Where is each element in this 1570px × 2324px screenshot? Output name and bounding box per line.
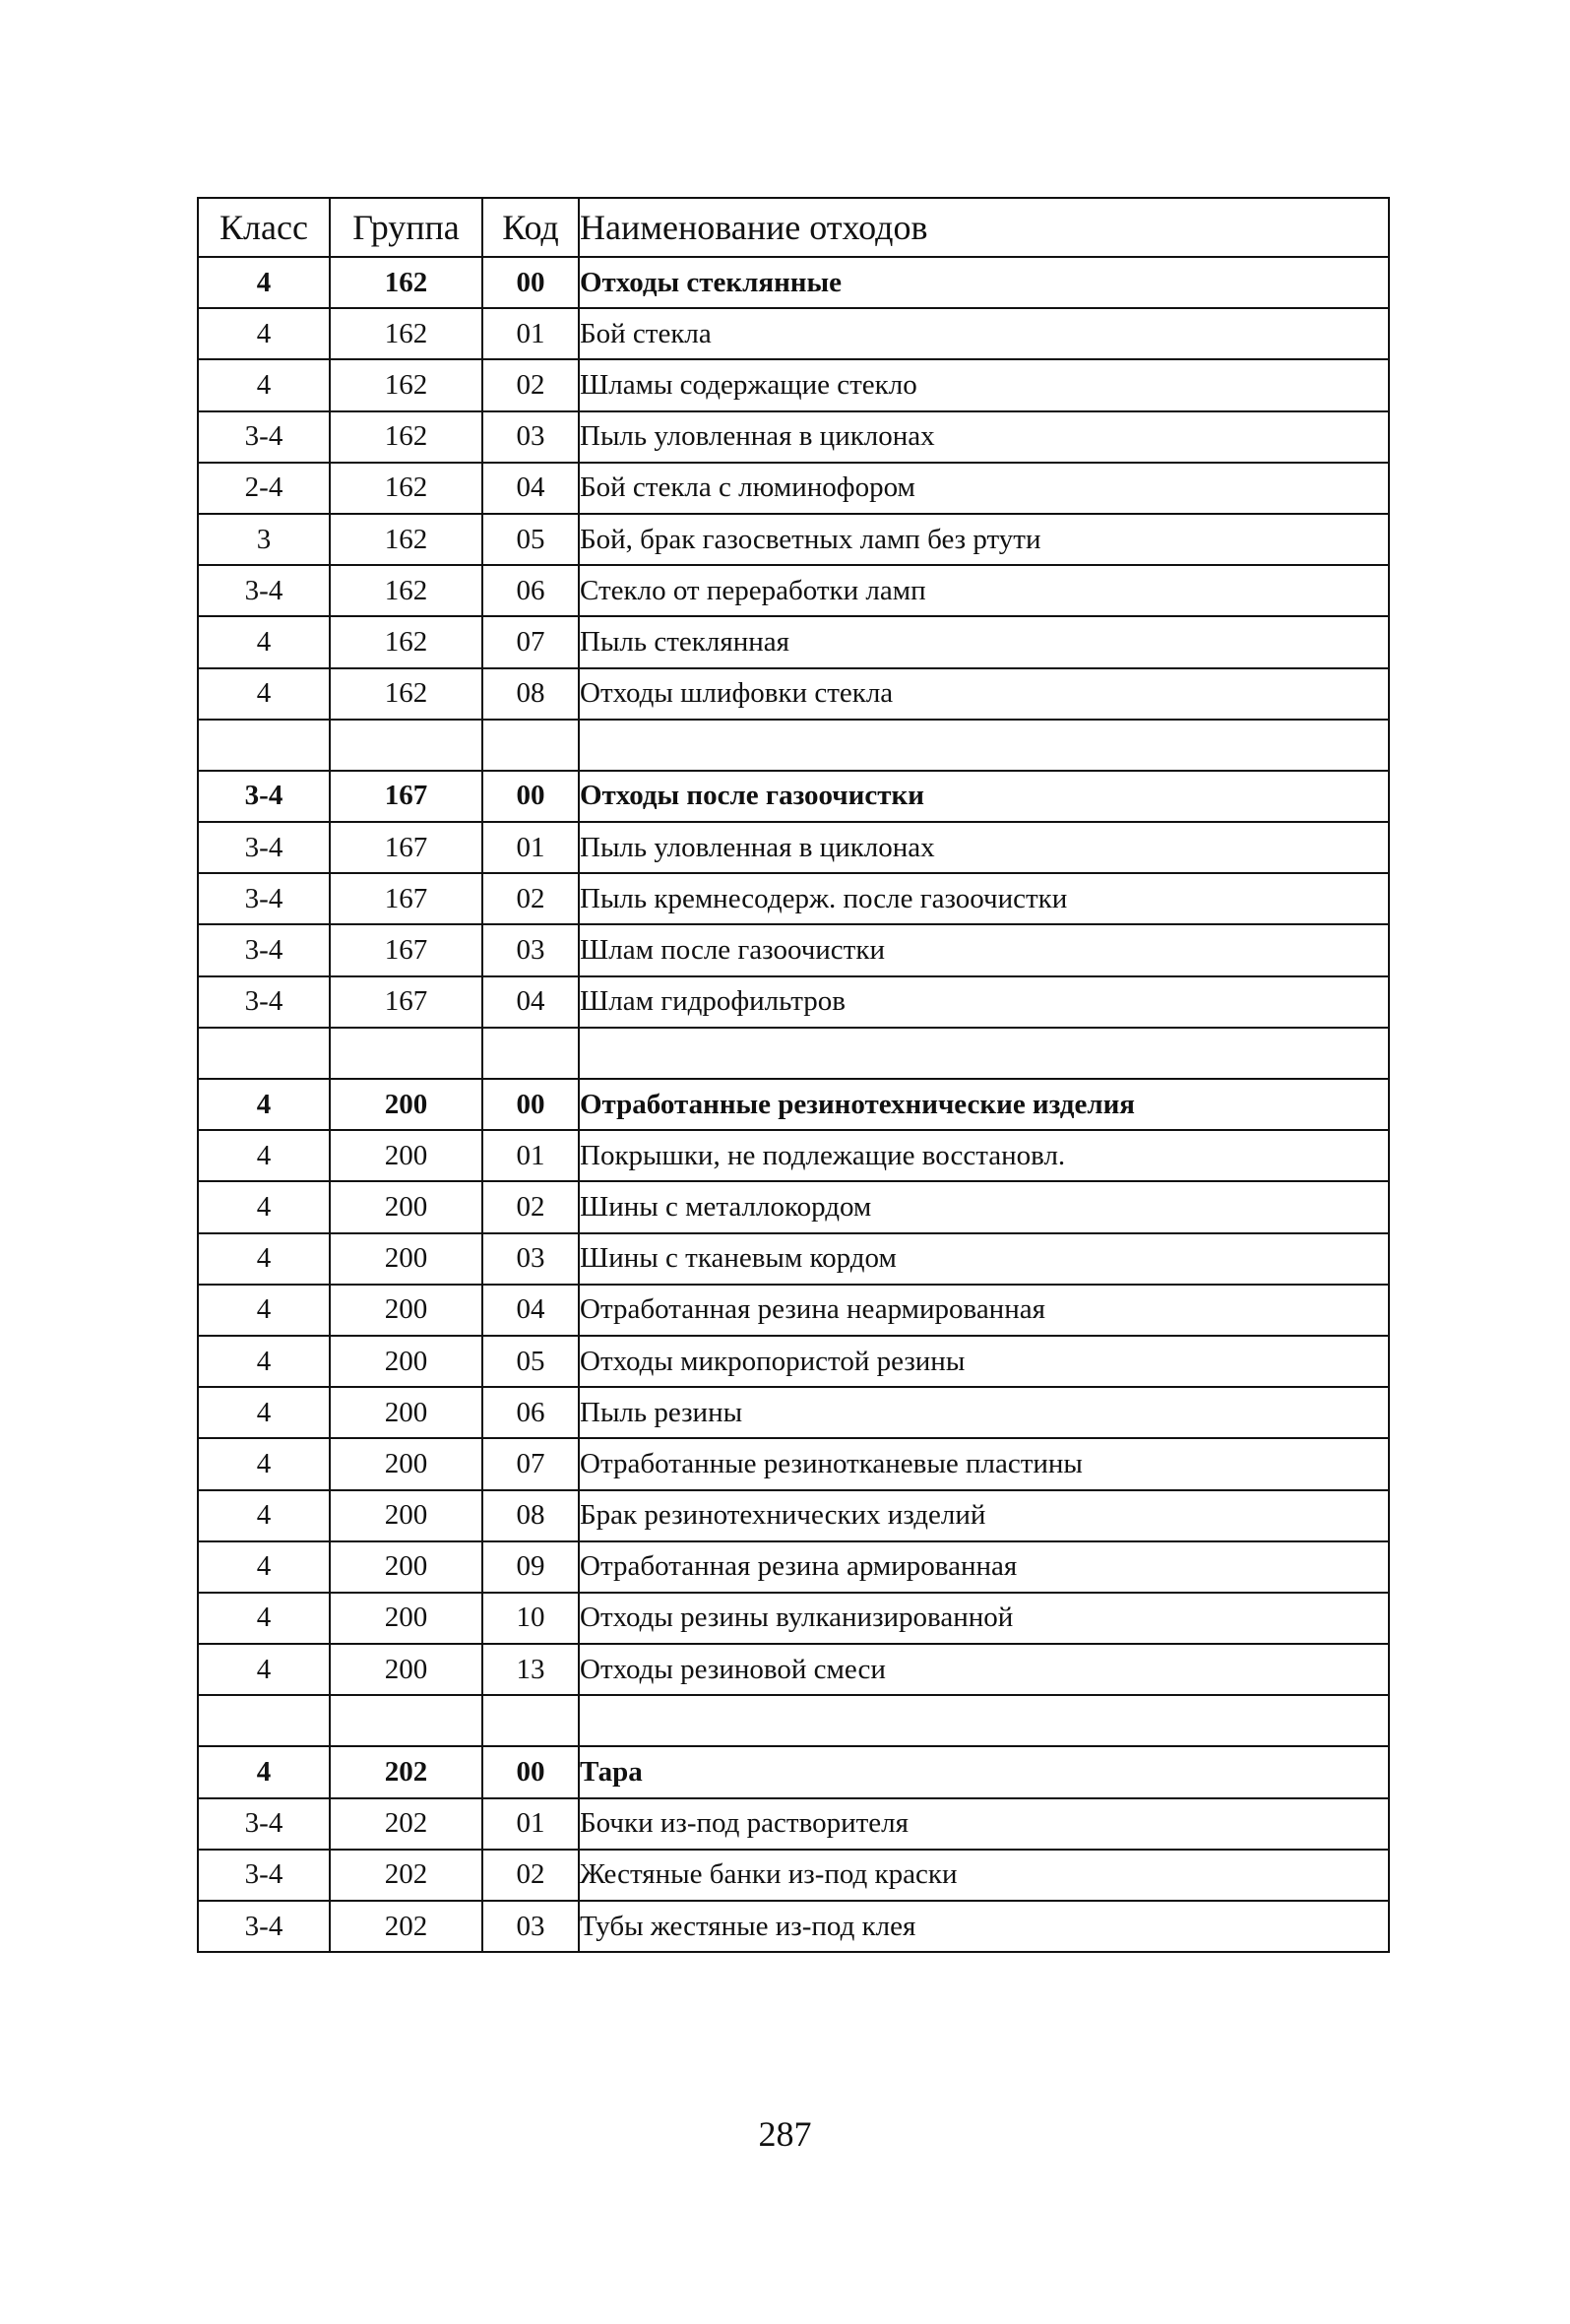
table-row (198, 1130, 1389, 1181)
code-cell: 03 (482, 411, 579, 463)
class-cell: 4 (198, 1746, 330, 1797)
table-row (198, 873, 1389, 924)
table-row (198, 976, 1389, 1028)
table-row (198, 411, 1389, 463)
table-row (198, 1490, 1389, 1541)
class-cell: 4 (198, 1490, 330, 1541)
table-row (198, 1593, 1389, 1644)
empty-cell (198, 1028, 330, 1079)
group-cell: 202 (330, 1901, 482, 1952)
waste-name-cell: Бой стекла с люминофором (579, 463, 1389, 514)
code-cell: 00 (482, 1079, 579, 1130)
class-cell: 4 (198, 1181, 330, 1232)
code-cell: 05 (482, 514, 579, 565)
table-row (198, 565, 1389, 616)
group-cell: 200 (330, 1387, 482, 1438)
waste-name-cell: Бой, брак газосветных ламп без ртути (579, 514, 1389, 565)
empty-cell (482, 1695, 579, 1746)
group-cell: 167 (330, 873, 482, 924)
code-cell: 13 (482, 1644, 579, 1695)
class-cell: 4 (198, 1644, 330, 1695)
header-class: Класс (198, 198, 330, 257)
waste-name-cell: Шламы содержащие стекло (579, 359, 1389, 410)
empty-cell (482, 1028, 579, 1079)
header-code: Код (482, 198, 579, 257)
class-cell: 3-4 (198, 565, 330, 616)
waste-name-cell: Отработанная резина неармированная (579, 1285, 1389, 1336)
code-cell: 02 (482, 1850, 579, 1901)
waste-name-cell: Пыль кремнесодерж. после газоочистки (579, 873, 1389, 924)
header-group: Группа (330, 198, 482, 257)
table-row (198, 1644, 1389, 1695)
spacer-row (198, 1028, 1389, 1079)
group-cell: 162 (330, 359, 482, 410)
group-cell: 200 (330, 1285, 482, 1336)
waste-name-cell: Пыль резины (579, 1387, 1389, 1438)
waste-name-cell: Жестяные банки из-под краски (579, 1850, 1389, 1901)
table-row (198, 1746, 1389, 1797)
table-body (198, 257, 1389, 1952)
code-cell: 03 (482, 1901, 579, 1952)
code-cell: 06 (482, 1387, 579, 1438)
class-cell: 3-4 (198, 771, 330, 822)
code-cell: 09 (482, 1541, 579, 1593)
waste-name-cell: Бочки из-под растворителя (579, 1798, 1389, 1850)
code-cell: 01 (482, 1798, 579, 1850)
group-cell: 162 (330, 616, 482, 667)
table-row (198, 1336, 1389, 1387)
empty-cell (198, 720, 330, 771)
empty-cell (330, 1028, 482, 1079)
waste-name-cell: Тубы жестяные из-под клея (579, 1901, 1389, 1952)
empty-cell (330, 1695, 482, 1746)
group-cell: 200 (330, 1593, 482, 1644)
class-cell: 4 (198, 1438, 330, 1489)
code-cell: 01 (482, 1130, 579, 1181)
table-row (198, 668, 1389, 720)
waste-name-cell: Пыль уловленная в циклонах (579, 411, 1389, 463)
code-cell: 02 (482, 1181, 579, 1232)
group-cell: 162 (330, 565, 482, 616)
class-cell: 4 (198, 257, 330, 308)
code-cell: 08 (482, 1490, 579, 1541)
code-cell: 03 (482, 924, 579, 975)
waste-name-cell: Отработанные резинотехнические изделия (579, 1079, 1389, 1130)
class-cell: 4 (198, 308, 330, 359)
waste-name-cell: Тара (579, 1746, 1389, 1797)
class-cell: 4 (198, 1336, 330, 1387)
waste-name-cell: Отходы после газоочистки (579, 771, 1389, 822)
page-number: 287 (758, 2114, 812, 2154)
code-cell: 07 (482, 616, 579, 667)
code-cell: 01 (482, 822, 579, 873)
class-cell: 4 (198, 1593, 330, 1644)
waste-name-cell: Шлам после газоочистки (579, 924, 1389, 975)
class-cell: 4 (198, 1387, 330, 1438)
table-row (198, 924, 1389, 975)
code-cell: 04 (482, 463, 579, 514)
group-cell: 162 (330, 308, 482, 359)
table-header-row (198, 198, 1389, 257)
empty-cell (579, 1028, 1389, 1079)
empty-cell (198, 1695, 330, 1746)
code-cell: 10 (482, 1593, 579, 1644)
group-cell: 200 (330, 1438, 482, 1489)
group-cell: 162 (330, 257, 482, 308)
waste-name-cell: Отходы шлифовки стекла (579, 668, 1389, 720)
group-cell: 200 (330, 1336, 482, 1387)
table-row (198, 1438, 1389, 1489)
table-row (198, 308, 1389, 359)
waste-name-cell: Стекло от переработки ламп (579, 565, 1389, 616)
header-waste-name: Наименование отходов (579, 198, 1389, 257)
code-cell: 04 (482, 1285, 579, 1336)
empty-cell (482, 720, 579, 771)
class-cell: 4 (198, 1285, 330, 1336)
group-cell: 200 (330, 1181, 482, 1232)
class-cell: 3-4 (198, 1798, 330, 1850)
code-cell: 04 (482, 976, 579, 1028)
spacer-row (198, 720, 1389, 771)
class-cell: 4 (198, 1233, 330, 1285)
code-cell: 00 (482, 257, 579, 308)
waste-table (197, 197, 1390, 1953)
spacer-row (198, 1695, 1389, 1746)
class-cell: 3-4 (198, 411, 330, 463)
code-cell: 05 (482, 1336, 579, 1387)
code-cell: 00 (482, 771, 579, 822)
group-cell: 162 (330, 514, 482, 565)
class-cell: 3-4 (198, 924, 330, 975)
code-cell: 00 (482, 1746, 579, 1797)
table-row (198, 822, 1389, 873)
code-cell: 07 (482, 1438, 579, 1489)
waste-name-cell: Отработанные резинотканевые пластины (579, 1438, 1389, 1489)
waste-name-cell: Отработанная резина армированная (579, 1541, 1389, 1593)
group-cell: 200 (330, 1490, 482, 1541)
table-row (198, 463, 1389, 514)
class-cell: 3 (198, 514, 330, 565)
empty-cell (330, 720, 482, 771)
group-cell: 167 (330, 771, 482, 822)
table-row (198, 1541, 1389, 1593)
table-row (198, 1285, 1389, 1336)
table-row (198, 1233, 1389, 1285)
group-cell: 200 (330, 1644, 482, 1695)
group-cell: 167 (330, 976, 482, 1028)
waste-name-cell: Отходы стеклянные (579, 257, 1389, 308)
class-cell: 4 (198, 668, 330, 720)
table-row (198, 257, 1389, 308)
class-cell: 3-4 (198, 873, 330, 924)
waste-name-cell: Шины с металлокордом (579, 1181, 1389, 1232)
table-row (198, 1079, 1389, 1130)
class-cell: 4 (198, 359, 330, 410)
group-cell: 200 (330, 1233, 482, 1285)
code-cell: 01 (482, 308, 579, 359)
class-cell: 2-4 (198, 463, 330, 514)
table-row (198, 1181, 1389, 1232)
code-cell: 03 (482, 1233, 579, 1285)
class-cell: 4 (198, 1079, 330, 1130)
empty-cell (579, 720, 1389, 771)
table-row (198, 1901, 1389, 1952)
table-row (198, 771, 1389, 822)
class-cell: 4 (198, 616, 330, 667)
table-row (198, 359, 1389, 410)
group-cell: 167 (330, 822, 482, 873)
group-cell: 200 (330, 1541, 482, 1593)
class-cell: 3-4 (198, 1850, 330, 1901)
group-cell: 200 (330, 1079, 482, 1130)
waste-name-cell: Отходы резиновой смеси (579, 1644, 1389, 1695)
waste-name-cell: Пыль стеклянная (579, 616, 1389, 667)
code-cell: 02 (482, 359, 579, 410)
waste-name-cell: Пыль уловленная в циклонах (579, 822, 1389, 873)
table-row (198, 1798, 1389, 1850)
waste-name-cell: Шины с тканевым кордом (579, 1233, 1389, 1285)
waste-name-cell: Брак резинотехнических изделий (579, 1490, 1389, 1541)
waste-name-cell: Отходы резины вулканизированной (579, 1593, 1389, 1644)
table-row (198, 616, 1389, 667)
group-cell: 162 (330, 411, 482, 463)
class-cell: 3-4 (198, 976, 330, 1028)
table-row (198, 1850, 1389, 1901)
group-cell: 202 (330, 1850, 482, 1901)
empty-cell (579, 1695, 1389, 1746)
group-cell: 202 (330, 1746, 482, 1797)
table-row (198, 1387, 1389, 1438)
waste-name-cell: Бой стекла (579, 308, 1389, 359)
class-cell: 3-4 (198, 1901, 330, 1952)
group-cell: 200 (330, 1130, 482, 1181)
waste-name-cell: Покрышки, не подлежащие восстановл. (579, 1130, 1389, 1181)
group-cell: 167 (330, 924, 482, 975)
class-cell: 4 (198, 1541, 330, 1593)
code-cell: 08 (482, 668, 579, 720)
waste-name-cell: Отходы микропористой резины (579, 1336, 1389, 1387)
group-cell: 202 (330, 1798, 482, 1850)
table-row (198, 514, 1389, 565)
class-cell: 3-4 (198, 822, 330, 873)
code-cell: 02 (482, 873, 579, 924)
group-cell: 162 (330, 463, 482, 514)
group-cell: 162 (330, 668, 482, 720)
waste-name-cell: Шлам гидрофильтров (579, 976, 1389, 1028)
code-cell: 06 (482, 565, 579, 616)
class-cell: 4 (198, 1130, 330, 1181)
